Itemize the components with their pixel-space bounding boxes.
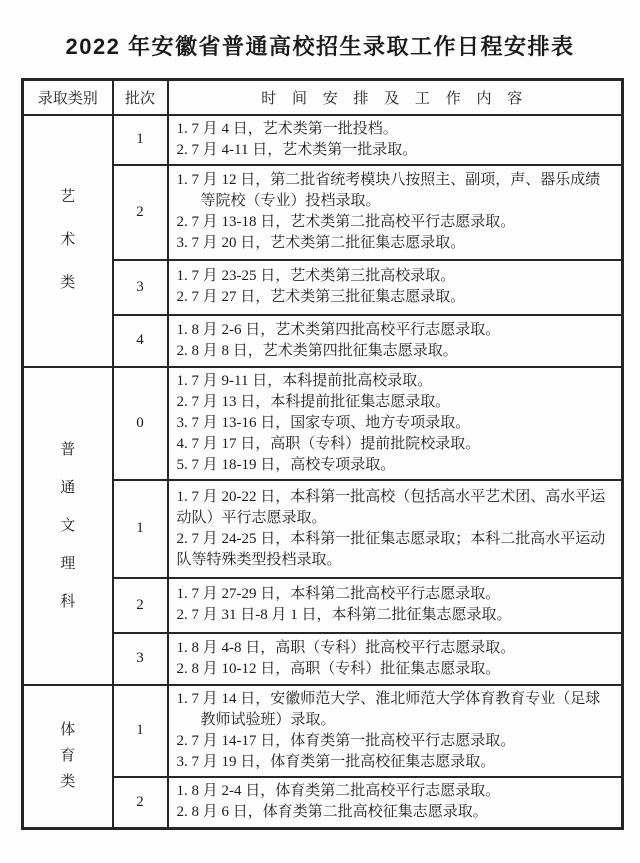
schedule-item: 1. 7 月 27-29 日，本科第二批高校平行志愿录取。	[176, 586, 501, 602]
schedule-item: 1. 7 月 4 日，艺术类第一批投档。	[176, 120, 398, 137]
schedule-item: 2. 7 月 13-18 日，艺术类第二批高校平行志愿录取。	[176, 214, 516, 230]
table-row	[23, 777, 623, 829]
schedule-item: 3. 7 月 20 日，艺术类第二批征集志愿录取。	[176, 235, 466, 251]
batch-cell: 1	[113, 115, 168, 165]
schedule-item: 3. 7 月 13-16 日，国家专项、地方专项录取。	[176, 414, 471, 431]
table-row	[23, 115, 623, 165]
content-cell	[168, 480, 623, 578]
schedule-item: 1. 8 月 2-6 日，艺术类第四批高校平行志愿录取。	[176, 321, 501, 338]
category-cell-art	[23, 115, 113, 367]
batch-cell: 0	[113, 367, 168, 480]
schedule-item: 1. 7 月 23-25 日，艺术类第三批高校录取。	[176, 268, 456, 284]
schedule-item: 1. 7 月 12 日，第二批省统考模块八按照主、副项，声、器乐成绩等院校（专业）投档录取。	[176, 172, 601, 209]
schedule-item: 1. 7 月 20-22 日，本科第一批高校（包括高水平艺术团、高水平运动队）平行志愿录取。	[176, 488, 606, 526]
category-label: 艺术类	[60, 189, 76, 291]
content-cell	[168, 115, 623, 165]
table-row	[23, 260, 623, 315]
admission-schedule-table	[21, 78, 624, 830]
schedule-item: 2. 8 月 6 日，体育类第二批高校征集志愿录取。	[176, 804, 488, 821]
batch-cell: 3	[113, 633, 168, 685]
column-header-content: 时 间 安 排 及 工 作 内 容	[168, 80, 623, 115]
content-cell	[168, 260, 623, 315]
schedule-item: 5. 7 月 18-19 日，高校专项录取。	[176, 456, 396, 473]
table-row	[23, 367, 623, 480]
content-cell	[168, 165, 623, 260]
table-row	[23, 578, 623, 633]
column-header-batch: 批次	[113, 80, 168, 115]
schedule-item: 2. 7 月 4-11 日，艺术类第一批录取。	[176, 141, 418, 158]
table-row	[23, 315, 623, 367]
schedule-item: 1. 7 月 9-11 日，本科提前批高校录取。	[176, 372, 433, 389]
category-cell-sports	[23, 685, 113, 829]
batch-cell: 2	[113, 165, 168, 260]
content-cell	[168, 578, 623, 633]
batch-cell: 4	[113, 315, 168, 367]
table-row	[23, 165, 623, 260]
schedule-item: 2. 7 月 13 日，本科提前批征集志愿录取。	[176, 393, 451, 410]
schedule-item: 2. 8 月 8 日，艺术类第四批征集志愿录取。	[176, 342, 458, 359]
schedule-item: 1. 8 月 2-4 日，体育类第二批高校平行志愿录取。	[176, 783, 501, 800]
content-cell	[168, 315, 623, 367]
schedule-item: 2. 7 月 31 日-8 月 1 日，本科第二批征集志愿录取。	[176, 607, 512, 623]
table-row	[23, 633, 623, 685]
category-label: 体育类	[60, 722, 76, 791]
table-row	[23, 685, 623, 777]
schedule-item: 3. 7 月 19 日，体育类第一批高校征集志愿录取。	[176, 753, 496, 770]
batch-cell: 2	[113, 578, 168, 633]
schedule-item: 2. 7 月 24-25 日，本科第一批征集志愿录取；本科二批高水平运动队等特殊类型投档录取。	[176, 530, 606, 568]
schedule-item: 1. 7 月 14 日，安徽师范大学、淮北师范大学体育教育专业（足球教师试验班）录取。	[176, 690, 601, 728]
category-cell-general	[23, 367, 113, 685]
schedule-item: 2. 7 月 27 日，艺术类第三批征集志愿录取。	[176, 289, 466, 305]
category-label: 普通文理科	[60, 441, 76, 610]
content-cell	[168, 367, 623, 480]
schedule-item: 4. 7 月 17 日，高职（专科）提前批院校录取。	[176, 435, 481, 452]
batch-cell: 2	[113, 777, 168, 829]
content-cell	[168, 685, 623, 777]
table-header-row	[23, 80, 623, 115]
content-cell	[168, 777, 623, 829]
content-cell	[168, 633, 623, 685]
page-title: 2022 年安徽省普通高校招生录取工作日程安排表	[65, 34, 575, 59]
schedule-item: 2. 7 月 14-17 日，体育类第一批高校平行志愿录取。	[176, 732, 516, 749]
column-header-category: 录取类别	[23, 80, 113, 115]
table-row	[23, 480, 623, 578]
schedule-item: 2. 8 月 10-12 日，高职（专科）批征集志愿录取。	[176, 660, 501, 677]
batch-cell: 3	[113, 260, 168, 315]
batch-cell: 1	[113, 480, 168, 578]
batch-cell: 1	[113, 685, 168, 777]
schedule-item: 1. 8 月 4-8 日，高职（专科）批高校平行志愿录取。	[176, 639, 516, 656]
